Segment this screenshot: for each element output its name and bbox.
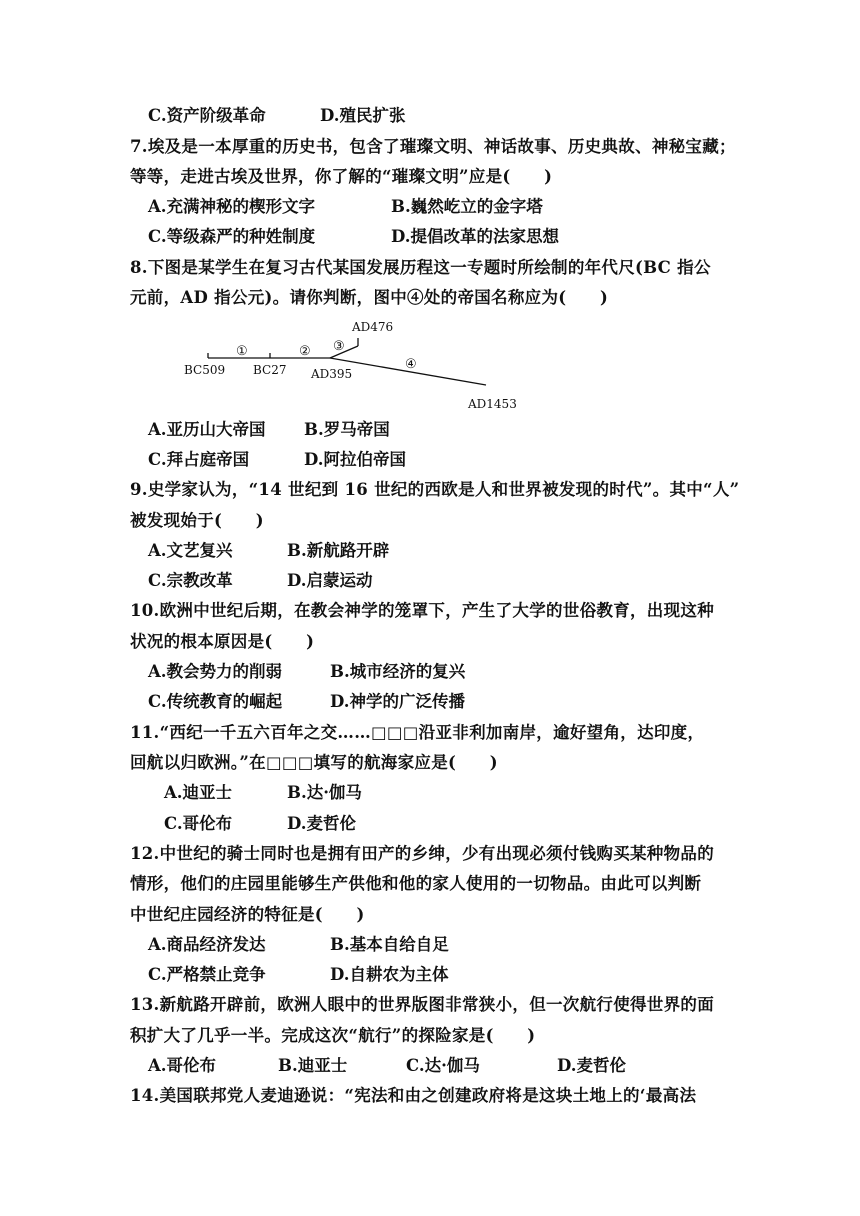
q11-option-d: D.麦哲伦 <box>287 814 356 833</box>
q7-stem-line1: 7.埃及是一本厚重的历史书，包含了璀璨文明、神话故事、历史典故、神秘宝藏； <box>130 137 736 156</box>
q13-stem-line1: 13.新航路开辟前，欧洲人眼中的世界版图非常狭小，但一次航行使得世界的面 <box>130 995 715 1014</box>
q9-option-a: A.文艺复兴 <box>148 541 233 560</box>
q8-option-a: A.亚历山大帝国 <box>148 420 266 439</box>
q8-option-b: B.罗马帝国 <box>304 420 390 439</box>
q12-stem-line1: 12.中世纪的骑士同时也是拥有田产的乡绅，少有出现必须付钱购买某种物品的 <box>130 844 715 863</box>
timeline-marker-3: ③ <box>333 339 345 354</box>
q10-option-d: D.神学的广泛传播 <box>330 692 465 711</box>
q13-option-a: A.哥伦布 <box>148 1056 217 1075</box>
q10-stem-line1: 10.欧洲中世纪后期，在教会神学的笼罩下，产生了大学的世俗教育，出现这种 <box>130 601 715 620</box>
q9-option-d: D.启蒙运动 <box>287 571 373 590</box>
q11-option-a: A.迪亚士 <box>164 783 233 802</box>
q8-stem-line1: 8.下图是某学生在复习古代某国发展历程这一专题时所绘制的年代尺(BC 指公 <box>130 258 711 277</box>
q7-option-b: B.巍然屹立的金字塔 <box>391 197 543 216</box>
q7-stem-line2: 等等，走进古埃及世界，你了解的“璀璨文明”应是( ) <box>130 167 553 186</box>
q9-stem-line1: 9.史学家认为，“14 世纪到 16 世纪的西欧是人和世界被发现的时代”。其中“人” <box>130 480 740 499</box>
timeline-marker-4: ④ <box>405 357 417 372</box>
q12-stem-line3: 中世纪庄园经济的特征是( ) <box>130 905 365 924</box>
q9-option-b: B.新航路开辟 <box>287 541 390 560</box>
q7-option-c: C.等级森严的种姓制度 <box>148 227 316 246</box>
timeline-label-ad1453: AD1453 <box>468 397 517 411</box>
q12-stem-line2: 情形，他们的庄园里能够生产供他和他的家人使用的一切物品。由此可以判断 <box>130 874 702 893</box>
q11-option-b: B.达·伽马 <box>287 783 362 802</box>
q14-stem-line1: 14.美国联邦党人麦迪逊说：“宪法和由之创建政府将是这块土地上的‘最高法 <box>130 1086 697 1105</box>
timeline-diagram <box>180 316 520 416</box>
q10-option-a: A.教会势力的削弱 <box>148 662 283 681</box>
q7-option-d: D.提倡改革的法家思想 <box>391 227 559 246</box>
q12-option-b: B.基本自给自足 <box>330 935 449 954</box>
q11-option-c: C.哥伦布 <box>164 814 233 833</box>
q8-stem-line2: 元前，AD 指公元)。请你判断，图中④处的帝国名称应为( ) <box>130 288 609 307</box>
timeline-label-bc27: BC27 <box>253 363 287 377</box>
q10-stem-line2: 状况的根本原因是( ) <box>130 632 315 651</box>
q10-option-c: C.传统教育的崛起 <box>148 692 283 711</box>
timeline-label-ad476: AD476 <box>352 320 394 334</box>
q9-stem-line2: 被发现始于( ) <box>130 511 264 530</box>
q12-option-a: A.商品经济发达 <box>148 935 266 954</box>
q13-option-b: B.迪亚士 <box>278 1056 348 1075</box>
q13-option-d: D.麦哲伦 <box>557 1056 626 1075</box>
timeline-marker-2: ② <box>299 344 311 359</box>
timeline-label-bc509: BC509 <box>184 363 226 377</box>
q11-stem-line2: 回航以归欧洲。”在□□□填写的航海家应是( ) <box>130 753 498 772</box>
q13-stem-line2: 积扩大了几乎一半。完成这次“航行”的探险家是( ) <box>130 1026 536 1045</box>
q11-stem-line1: 11.“西纪一千五六百年之交……□□□沿亚非利加南岸，逾好望角，达印度， <box>130 723 705 742</box>
timeline-marker-1: ① <box>236 344 248 359</box>
q12-option-d: D.自耕农为主体 <box>330 965 449 984</box>
q6-option-c: C.资产阶级革命 <box>148 106 266 125</box>
q12-option-c: C.严格禁止竞争 <box>148 965 266 984</box>
q8-option-c: C.拜占庭帝国 <box>148 450 250 469</box>
q10-option-b: B.城市经济的复兴 <box>330 662 466 681</box>
q6-option-d: D.殖民扩张 <box>320 106 406 125</box>
q9-option-c: C.宗教改革 <box>148 571 233 590</box>
timeline-label-ad395: AD395 <box>311 367 353 381</box>
q8-option-d: D.阿拉伯帝国 <box>304 450 406 469</box>
q13-option-c: C.达·伽马 <box>406 1056 480 1075</box>
q7-option-a: A.充满神秘的楔形文字 <box>148 197 316 216</box>
